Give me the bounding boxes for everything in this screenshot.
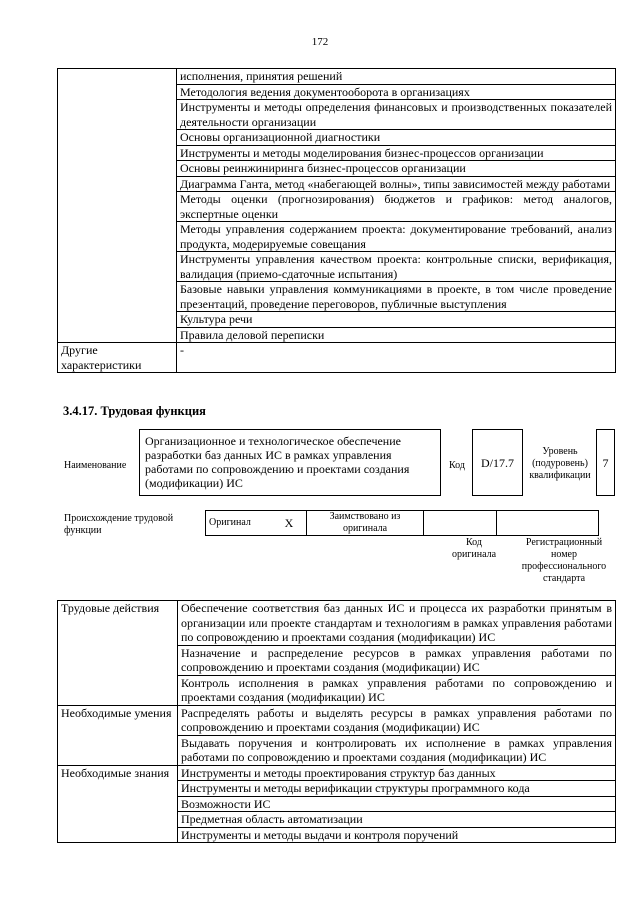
labor-actions-label: Трудовые действия [58,601,178,706]
name-label: Наименование [64,460,127,471]
qualification-level-box: 7 [596,429,615,496]
registration-number-label: Регистрационный номер профессионального стандарта [521,537,607,584]
knowledge-item: Инструменты и методы проектирования структур баз данных [178,765,616,781]
code-label: Код [449,460,465,471]
knowledge-item: Возможности ИС [178,796,616,812]
section-heading: 3.4.17. Трудовая функция [63,404,206,418]
table-row [58,69,616,85]
table-row [206,511,599,536]
knowledge-item: Основы организационной диагностики [177,130,616,146]
knowledge-continuation-table [57,68,616,373]
skills-label: Необходимые умения [58,705,178,765]
code-origin-cell [424,511,497,536]
labor-action-item: Контроль исполнения в рамках управления работами по сопровождению и проектами создания (модификации) ИС [178,675,616,705]
knowledge-item: Основы реинжиниринга бизнес-процессов организации [177,161,616,177]
function-details-table [57,600,616,843]
knowledge-item: Методология ведения документооборота в организациях [177,84,616,100]
skill-item: Выдавать поручения и контролировать их исполнение в рамках управления работами по сопровождению и проектами создания (модификации) ИС [178,735,616,765]
knowledge-item: Культура речи [177,312,616,328]
labor-action-item: Обеспечение соответствия баз данных ИС и процесса их разработки принятым в организации или проекте стандартам и технологиям в рамках управления работами по сопровождению и проектами создания (модификации) ИС [178,601,616,646]
qualification-level-label: Уровень (подуровень) квалификации [529,446,591,481]
origin-table [205,510,599,536]
knowledge-item: Инструменты и методы определения финансовых и производственных показателей деятельности организации [177,100,616,130]
origin-label: Происхождение трудовой функции [64,513,174,536]
table-row [58,765,616,781]
page-number: 172 [311,36,329,48]
table-row [58,343,616,373]
empty-label-cell [58,69,177,343]
code-origin-label: Код оригинала [451,537,497,560]
original-label: Оригинал [206,511,273,536]
knowledge-item: Методы оценки (прогнозирования) бюджетов и графиков: метод аналогов, экспертные оценки [177,192,616,222]
knowledge-item: Базовые навыки управления коммуникациями в проекте, в том числе проведение презентаций, проведение переговоров, публичные выступления [177,282,616,312]
other-characteristics-value: - [177,343,616,373]
other-characteristics-label: Другие характеристики [58,343,177,373]
function-code-box: D/17.7 [472,429,523,496]
original-mark: X [272,511,307,536]
knowledge-item: Инструменты и методы выдачи и контроля поручений [178,827,616,843]
table-row [58,601,616,646]
knowledge-item: Диаграмма Ганта, метод «набегающей волны», типы зависимостей между работами [177,176,616,192]
knowledge-item: Инструменты управления качеством проекта: контрольные списки, верификация, валидация (приемо-сдаточные испытания) [177,252,616,282]
knowledge-label: Необходимые знания [58,765,178,843]
knowledge-item: Инструменты и методы верификации структуры программного кода [178,781,616,797]
function-name-box: Организационное и технологическое обеспечение разработки баз данных ИС в рамках управления работами по сопровождению и проектами создания (модификации) ИС [139,429,441,496]
borrowed-label: Заимствовано из оригинала [307,511,424,536]
knowledge-item: Инструменты и методы моделирования бизнес-процессов организации [177,145,616,161]
reg-number-cell [497,511,599,536]
skill-item: Распределять работы и выделять ресурсы в рамках управления работами по сопровождению и проектами создания (модификации) ИС [178,705,616,735]
knowledge-item: Правила деловой переписки [177,327,616,343]
table-row [58,705,616,735]
labor-action-item: Назначение и распределение ресурсов в рамках управления работами по сопровождению и проектами создания (модификации) ИС [178,645,616,675]
knowledge-item: исполнения, принятия решений [177,69,616,85]
knowledge-item: Методы управления содержанием проекта: документирование требований, анализ продукта, модерируемые совещания [177,222,616,252]
knowledge-item: Предметная область автоматизации [178,812,616,828]
